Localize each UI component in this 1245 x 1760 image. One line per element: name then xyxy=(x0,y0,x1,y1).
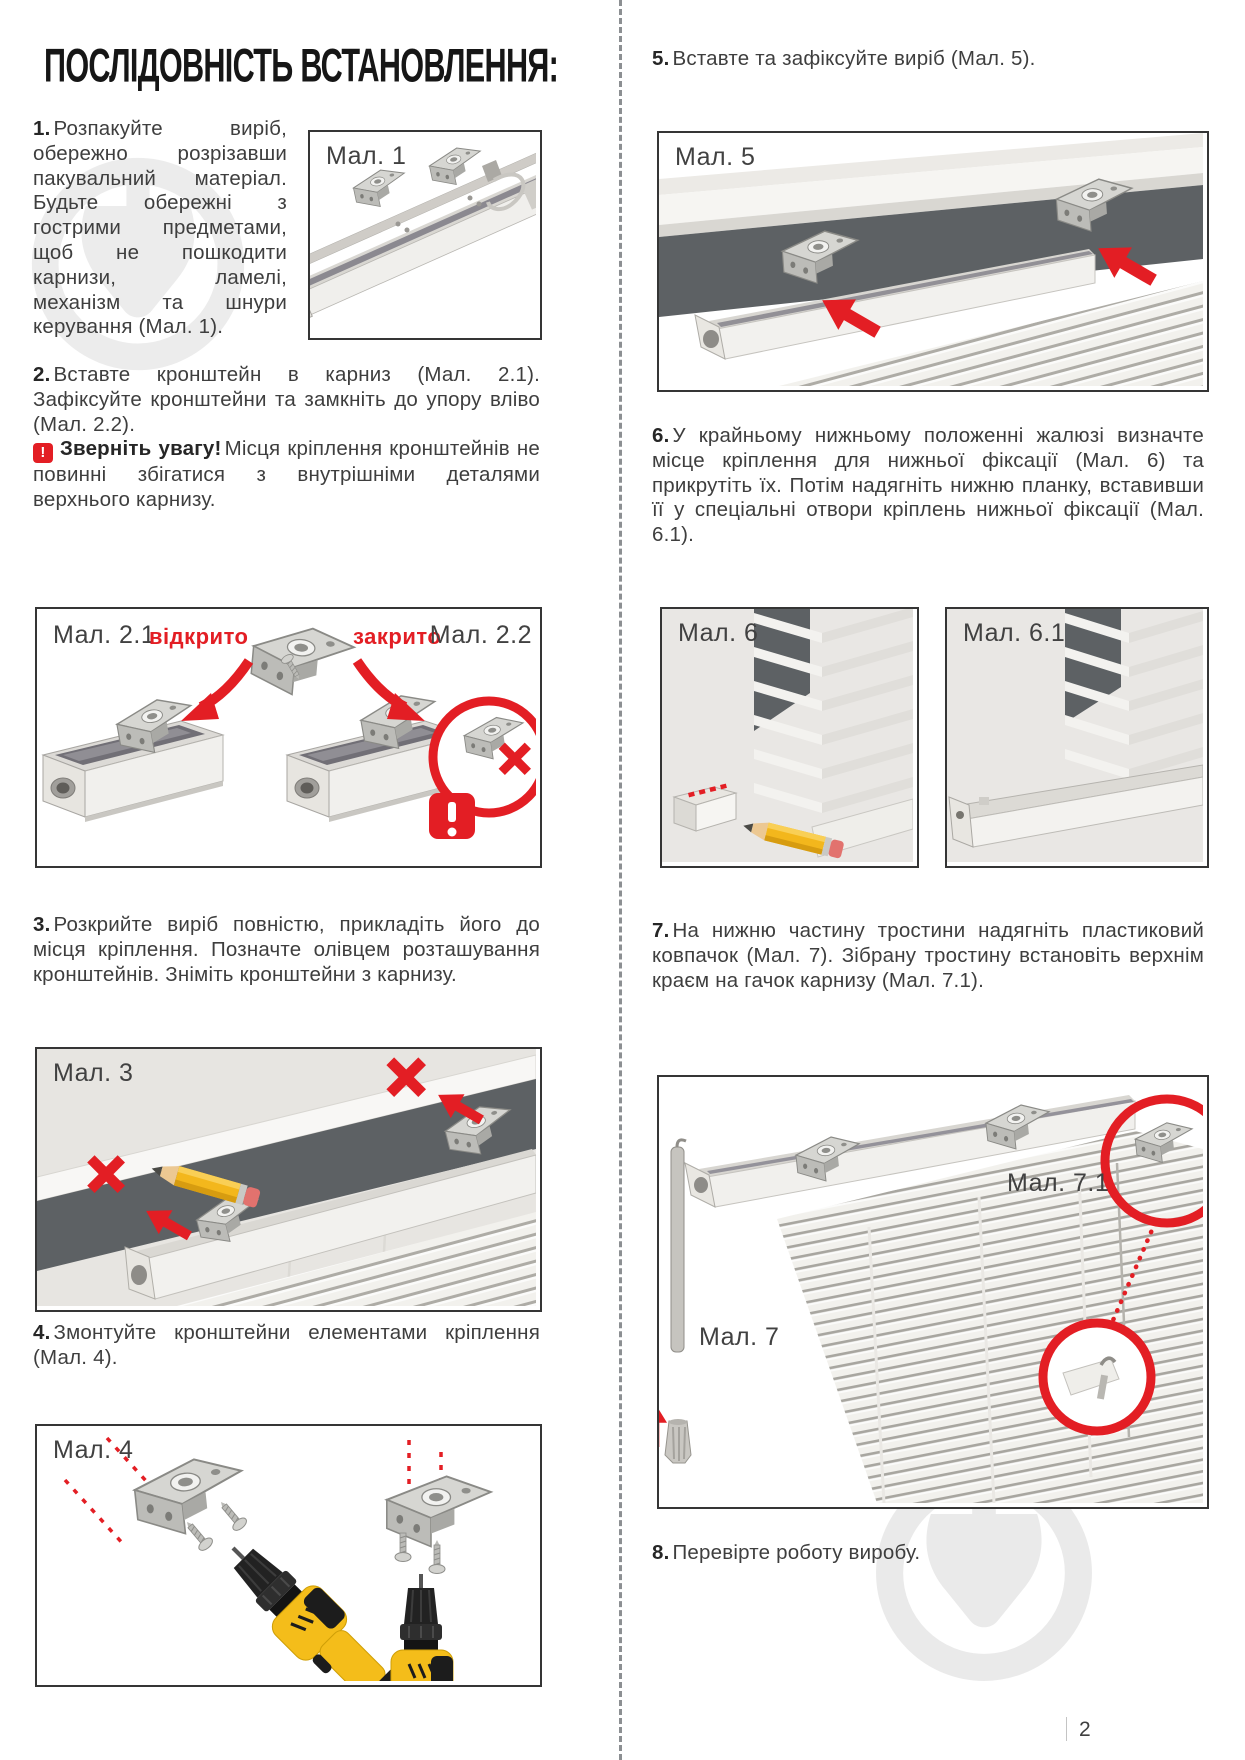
page-number-divider xyxy=(1066,1717,1067,1741)
screw-icon xyxy=(181,1517,215,1553)
figure-7-illustration xyxy=(659,1077,1203,1503)
figure-5 xyxy=(657,131,1209,392)
figure-7-label: Мал. 7 xyxy=(699,1323,780,1351)
step-2-warning: ! Зверніть увагу! Місця кріплення кронштейнів не повинні збігатися з внутрішніми деталями верхнього карнизу. xyxy=(33,437,540,511)
figure-1-label: Мал. 1 xyxy=(326,142,407,170)
warning-title: Зверніть увагу! xyxy=(60,437,222,460)
step-3-text: 3. Розкрийте виріб повністю, прикладіть його до місця кріплення. Позначте олівцем розташування кронштейнів. Зніміть кронштейни з карнизу. xyxy=(33,913,540,986)
figure-5-label: Мал. 5 xyxy=(675,143,756,171)
step-4-text: 4. Змонтуйте кронштейни елементами кріплення (Мал. 4). xyxy=(33,1321,540,1369)
bracket-icon xyxy=(351,165,410,211)
column-divider xyxy=(619,0,622,1760)
figure-6-label: Мал. 6 xyxy=(678,619,759,647)
figure-4 xyxy=(35,1424,542,1687)
page-title: ПОСЛІДОВНІСТЬ ВСТАНОВЛЕННЯ: xyxy=(44,38,559,93)
plastic-cap xyxy=(665,1419,691,1463)
step-6-text: 6. У крайньому нижньому положенні жалюзі визначте місце кріплення для нижньої фіксації (Мал. 6) та прикрутіть їх. Потім надягніть нижню планку, вставивши її у спеціальні отвори кріплень нижньої фіксації (Мал. 6.1). xyxy=(652,424,1204,547)
figure-4-label: Мал. 4 xyxy=(53,1436,134,1464)
step-8-text: 8. Перевірте роботу виробу. xyxy=(652,1541,921,1564)
figure-2 xyxy=(35,607,542,868)
figure-6-1 xyxy=(945,607,1209,868)
drill-icon xyxy=(391,1574,453,1681)
step-2-text: 2. Вставте кронштейн в карниз (Мал. 2.1). Зафіксуйте кронштейни та замкніть до упору вліво (Мал. 2.2). xyxy=(33,363,540,436)
figure-6 xyxy=(660,607,919,868)
figure-2-2-label: Мал. 2.2 xyxy=(429,621,532,649)
drill-guide-line xyxy=(65,1480,125,1546)
step-5-text: 5. Вставте та зафіксуйте виріб (Мал. 5). xyxy=(652,47,1036,70)
figure-2-1-label: Мал. 2.1 xyxy=(53,621,156,649)
figure-7 xyxy=(657,1075,1209,1509)
bracket-center-icon xyxy=(250,624,356,700)
figure-3 xyxy=(35,1047,542,1312)
warning-icon: ! xyxy=(33,443,53,463)
step-1-text: 1. Розпакуйте виріб, обережно розрізавши пакувальний матеріал. Будьте обережні з гострими предметами, щоб не пошкодити карнизи, ламелі, механізм та шнури керування (Мал. 1). xyxy=(33,117,287,339)
step-7-text: 7. На нижню частину тростини надягніть пластиковий ковпачок (Мал. 7). Зібрану тростину встановіть верхнім краєм на гачок карнизу (Мал. 7.1). xyxy=(652,919,1204,992)
figure-3-label: Мал. 3 xyxy=(53,1059,134,1087)
screw-icon xyxy=(215,1497,249,1533)
state-open-label: відкрито xyxy=(149,624,249,649)
red-arrow-up-icon xyxy=(659,1403,667,1447)
figure-1 xyxy=(308,130,542,340)
figure-7-1-label: Мал. 7.1 xyxy=(1007,1169,1110,1197)
drill-icon xyxy=(211,1524,410,1681)
state-closed-label: закрито xyxy=(353,624,442,649)
figure-6-1-label: Мал. 6.1 xyxy=(963,619,1066,647)
page-number: 2 xyxy=(1066,1717,1091,1742)
tilt-wand xyxy=(671,1140,686,1352)
